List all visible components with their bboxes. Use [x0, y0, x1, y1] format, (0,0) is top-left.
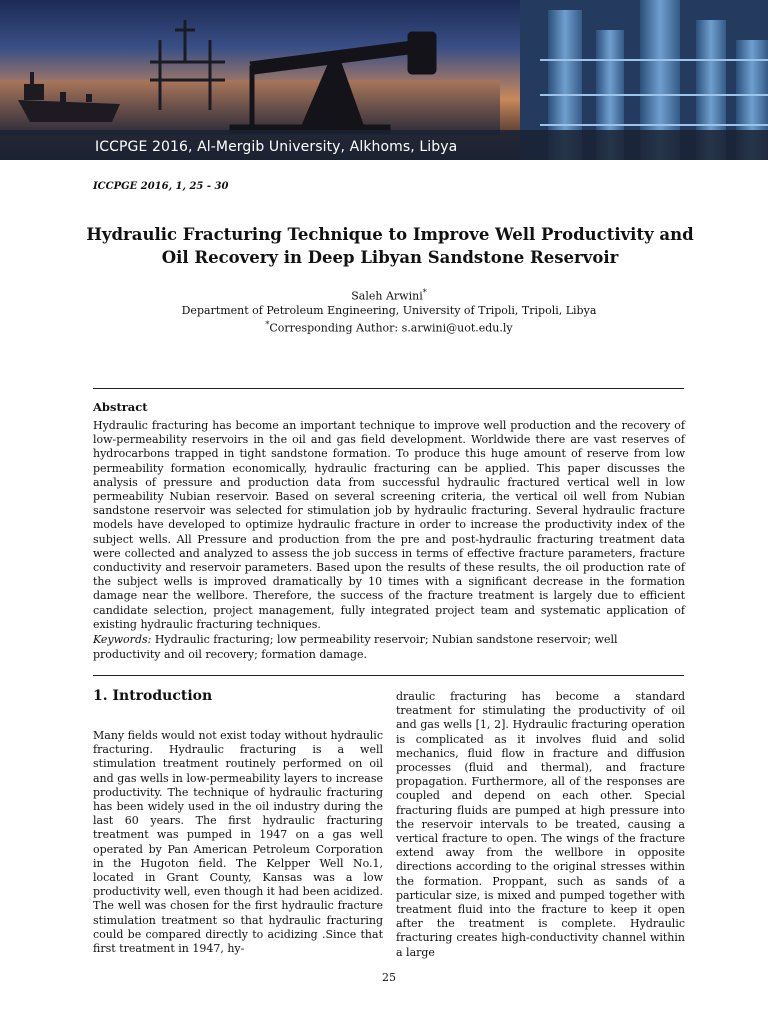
keywords-label: Keywords:	[93, 633, 152, 646]
abstract-text: Hydraulic fracturing has become an important technique to improve well production and the recovery of low-permeability reservoirs in the oil and gas field development. Worldwide there are vast reserves of hydrocarbons trapped in tight sandstone formation. To produce this huge amount of reserve from low permeability formation economically, hydraulic fracturing can be applied. This paper discusses the analysis of pressure and production data from successful hydraulic fractured vertical well in low permeability Nubian reservoir. Based on several screening criteria, the vertical oil well from Nubian sandstone reservoir was selected for stimulation job by hydraulic fracturing. Several hydraulic fracture models have developed to optimize hydraulic fracture in order to increase the productivity index of the subject wells. All Pressure and production from the pre and post-hydraulic fracturing treatment data were collected and analyzed to assess the job success in terms of effective fracture parameters, fracture conductivity and reservoir parameters. Based upon the results of these results, the oil production rate of the subject wells is improved dramatically by 10 times with a significant decrease in the formation damage near the wellbore. Therefore, the success of the fracture treatment is largely due to efficient candidate selection, project management, fully integrated project team and systematic application of existing hydraulic fracturing techniques.	[93, 419, 685, 631]
intro-right-column: draulic fracturing has become a standard treatment for stimulating the productivity of oil and gas wells [1, 2]. Hydraulic fracturing operation is complicated as it involves fluid and solid mechanics, fluid flow in fracture and diffusion processes (fluid and thermal), and fracture propagation. Furthermore, all of the responses are coupled and depend on each other. Special fracturing fluids are pumped at high pressure into the reservoir intervals to be treated, causing a vertical fracture to open. The wings of the fracture extend away from the wellbore in opposite directions according to the original stresses within the formation. Proppant, such as sands of a particular size, is mixed and pumped together with treatment fluid into the fracture to keep it open after the treatment is complete. Hydraulic fracturing creates high-conductivity channel within a large	[396, 690, 685, 959]
author-mark: *	[422, 288, 427, 297]
header-banner	[0, 0, 768, 160]
affiliation: Department of Petroleum Engineering, University of Tripoli, Tripoli, Libya	[181, 304, 597, 317]
keywords-text: Hydraulic fracturing; low permeability reservoir; Nubian sandstone reservoir; well productivity and oil recovery; formation damage.	[93, 633, 618, 661]
rule-top	[93, 388, 684, 389]
section-heading-introduction: 1. Introduction	[93, 688, 213, 704]
corresponding-mark: *	[265, 320, 270, 329]
banner-illustration	[0, 0, 768, 160]
corresponding-text: Corresponding Author: s.arwini@uot.edu.ly	[269, 321, 513, 335]
author-line	[0, 288, 768, 303]
author-name: Saleh Arwini	[351, 289, 423, 303]
journal-reference: ICCPGE 2016, 1, 25 - 30	[93, 181, 229, 192]
banner-caption: ICCPGE 2016, Al-Mergib University, Alkhoms, Libya	[95, 139, 458, 155]
page-number: 25	[382, 971, 396, 984]
intro-left-column: Many fields would not exist today without hydraulic fracturing. Hydraulic fracturing is a well stimulation treatment routinely performed on oil and gas wells in low-permeability layers to increase productivity. The technique of hydraulic fracturing has been widely used in the oil industry during the last 60 years. The first hydraulic fracturing treatment was pumped in 1947 on a gas well operated by Pan American Petroleum Corporation in the Hugoton field. The Kelpper Well No.1, located in Grant County, Kansas was a low productivity well, even though it had been acidized. The well was chosen for the first hydraulic fracture stimulation treatment so that hydraulic fracturing could be compared directly to acidizing .Since that first treatment in 1947, hy-	[93, 729, 383, 956]
corresponding-author	[0, 320, 768, 335]
rule-bottom	[93, 675, 684, 676]
keywords	[93, 633, 685, 662]
abstract-heading: Abstract	[93, 400, 148, 414]
paper-title: Hydraulic Fracturing Technique to Improve Well Productivity and Oil Recovery in Deep Libyan Sandstone Reservoir	[86, 225, 694, 267]
